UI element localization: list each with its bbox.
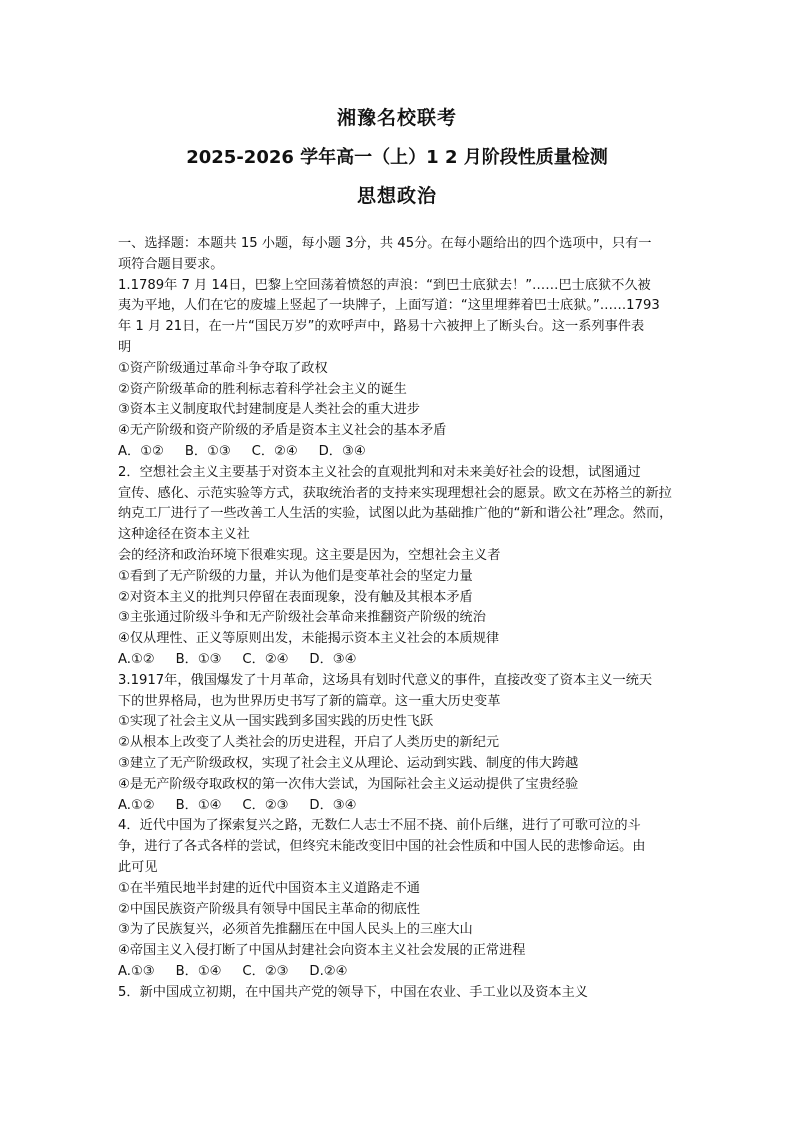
text-line: 这种途径在资本主义社: [118, 527, 250, 543]
subject-title: 思想政治: [356, 185, 437, 207]
text-line: 年 1 月 21日，在一片“国民万岁”的欢呼声中，路易十六被押上了断头台。这一系列事件表: [118, 319, 645, 335]
text-line: 3.1917年，俄国爆发了十月革命，这场具有划时代意义的事件，直接改变了资本主义一统天: [118, 672, 653, 688]
text-line: ①在半殖民地半封建的近代中国资本主义道路走不通: [118, 880, 420, 896]
answer-options: A．①② B．①③ C．②④ D．③④: [118, 443, 366, 459]
text-line: ②对资本主义的批判只停留在表面现象，没有触及其根本矛盾: [118, 589, 473, 605]
text-line: ①资产阶级通过革命斗争夺取了政权: [118, 360, 328, 376]
text-line: 项符合题目要求。: [118, 256, 224, 272]
text-line: 下的世界格局，也为世界历史书写了新的篇章。这一重大历史变革: [118, 693, 501, 709]
text-line: 纳克工厂进行了一些改善工人生活的实验，试图以此为基础推广他的“新和谐公社”理念。然而，: [118, 506, 673, 522]
text-line: 此可见: [118, 859, 158, 875]
text-line: 2．空想社会主义主要基于对资本主义社会的直观批判和对未来美好社会的设想，试图通过: [118, 464, 641, 480]
text-line: 夷为平地，人们在它的废墟上竖起了一块牌子，上面写道：“这里埋葬着巴士底狱。”……1793: [118, 298, 660, 314]
text-line: ③资本主义制度取代封建制度是人类社会的重大进步: [118, 402, 420, 418]
text-line: ④帝国主义入侵打断了中国从封建社会向资本主义社会发展的正常进程: [118, 943, 526, 959]
text-line: 5．新中国成立初期，在中国共产党的领导下，中国在农业、手工业以及资本主义: [118, 984, 588, 1000]
text-line: ③建立了无产阶级政权，实现了社会主义从理论、运动到实践、制度的伟大跨越: [118, 755, 579, 771]
text-line: 1.1789年 7 月 14日，巴黎上空回荡着愤怒的声浪：“到巴士底狱去！”……巴士底狱不久被: [118, 277, 651, 293]
text-line: 4．近代中国为了探索复兴之路，无数仁人志士不屈不挠、前仆后继，进行了可歌可泣的斗: [118, 818, 641, 834]
answer-options: A.①② B．①④ C．②③ D．③④: [118, 797, 357, 813]
text-line: ④无产阶级和资产阶级的矛盾是资本主义社会的基本矛盾: [118, 423, 447, 439]
text-line: ②从根本上改变了人类社会的历史进程，开启了人类历史的新纪元: [118, 735, 500, 751]
text-line: ④是无产阶级夺取政权的第一次伟大尝试，为国际社会主义运动提供了宝贵经验: [118, 776, 579, 792]
text-line: ③为了民族复兴，必须首先推翻压在中国人民头上的三座大山: [118, 922, 473, 938]
exam-organization: 湘豫名校联考: [336, 107, 457, 129]
answer-options: A.①② B．①③ C．②④ D．③④: [118, 651, 357, 667]
text-line: ①实现了社会主义从一国实践到多国实践的历史性飞跃: [118, 714, 434, 730]
text-line: ①看到了无产阶级的力量，并认为他们是变革社会的坚定力量: [118, 568, 473, 584]
question-body: [118, 234, 684, 1003]
exam-title: 2025-2026 学年高一（上）1 2 月阶段性质量检测: [186, 147, 608, 168]
text-line: ④仅从理性、正义等原则出发，未能揭示资本主义社会的本质规律: [118, 631, 500, 647]
text-line: ③主张通过阶级斗争和无产阶级社会革命来推翻资产阶级的统治: [118, 610, 486, 626]
answer-options: A.①③ B．①④ C．②③ D.②④: [118, 963, 348, 979]
text-line: 一、选择题：本题共 15 小题，每小题 3分，共 45分。在每小题给出的四个选项中，只有一: [118, 236, 652, 251]
text-line: ②资产阶级革命的胜利标志着科学社会主义的诞生: [118, 381, 407, 397]
text-line: 宣传、感化、示范实验等方式，获取统治者的支持来实现理想社会的愿景。欧文在苏格兰的新拉: [118, 485, 672, 501]
text-line: 会的经济和政治环境下很难实现。这主要是因为，空想社会主义者: [118, 547, 501, 563]
text-line: 争，进行了各式各样的尝试，但终究未能改变旧中国的社会性质和中国人民的悲惨命运。由: [118, 839, 646, 855]
text-line: 明: [118, 339, 132, 355]
text-line: ②中国民族资产阶级具有领导中国民主革命的彻底性: [118, 901, 420, 917]
